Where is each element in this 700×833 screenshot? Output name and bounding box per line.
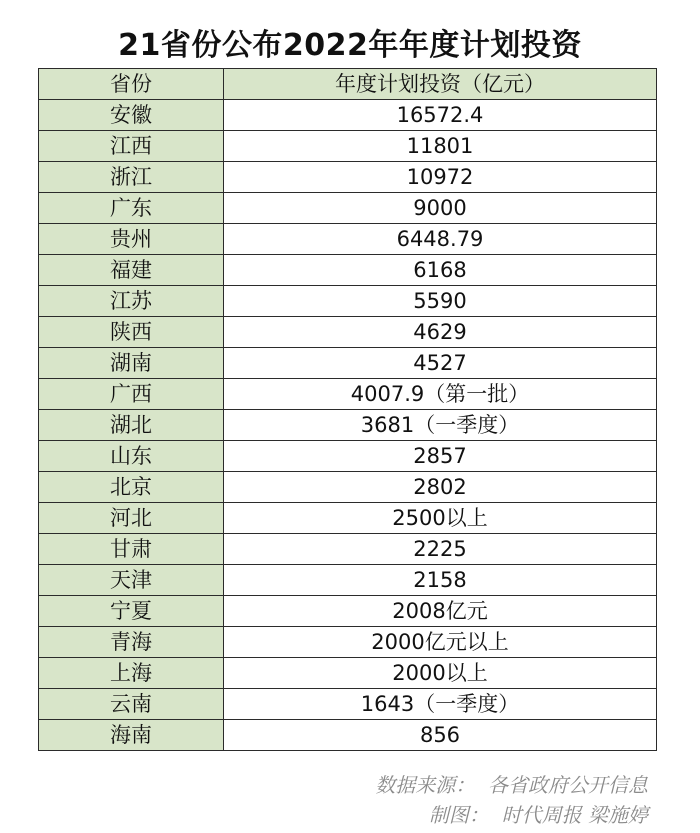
data-source-note: 数据来源： 各省政府公开信息: [375, 773, 648, 797]
header-province: 省份: [39, 69, 224, 100]
investment-cell: 2000以上: [224, 658, 657, 689]
table-row: [39, 224, 657, 255]
province-cell: 青海: [39, 627, 224, 658]
table-row: [39, 193, 657, 224]
investment-cell: 10972: [224, 162, 657, 193]
table-row: [39, 162, 657, 193]
table-row: [39, 131, 657, 162]
header-investment: 年度计划投资（亿元）: [224, 69, 657, 100]
table-row: [39, 503, 657, 534]
investment-cell: 6448.79: [224, 224, 657, 255]
investment-cell: 856: [224, 720, 657, 751]
province-cell: 海南: [39, 720, 224, 751]
province-cell: 湖北: [39, 410, 224, 441]
investment-cell: 4527: [224, 348, 657, 379]
province-cell: 云南: [39, 689, 224, 720]
table-row: [39, 286, 657, 317]
province-cell: 甘肃: [39, 534, 224, 565]
table-row: [39, 596, 657, 627]
province-cell: 河北: [39, 503, 224, 534]
page-title: 21省份公布2022年年度计划投资: [118, 28, 582, 63]
table-row: [39, 348, 657, 379]
province-cell: 山东: [39, 441, 224, 472]
province-cell: 陕西: [39, 317, 224, 348]
investment-cell: 4629: [224, 317, 657, 348]
investment-cell: 4007.9（第一批）: [224, 379, 657, 410]
investment-table: [38, 68, 657, 751]
table-row: [39, 658, 657, 689]
investment-cell: 1643（一季度）: [224, 689, 657, 720]
investment-cell: 3681（一季度）: [224, 410, 657, 441]
province-cell: 福建: [39, 255, 224, 286]
chart-credit-note: 制图： 时代周报 梁施婷: [428, 803, 648, 827]
province-cell: 广西: [39, 379, 224, 410]
table-row: [39, 410, 657, 441]
investment-cell: 11801: [224, 131, 657, 162]
province-cell: 上海: [39, 658, 224, 689]
province-cell: 浙江: [39, 162, 224, 193]
table-header-row: [39, 69, 657, 100]
investment-cell: 2857: [224, 441, 657, 472]
table-row: [39, 379, 657, 410]
province-cell: 江苏: [39, 286, 224, 317]
table-row: [39, 689, 657, 720]
table-row: [39, 534, 657, 565]
table-row: [39, 627, 657, 658]
province-cell: 北京: [39, 472, 224, 503]
province-cell: 贵州: [39, 224, 224, 255]
investment-cell: 2802: [224, 472, 657, 503]
investment-cell: 6168: [224, 255, 657, 286]
table-row: [39, 100, 657, 131]
table-row: [39, 472, 657, 503]
province-cell: 江西: [39, 131, 224, 162]
investment-cell: 2158: [224, 565, 657, 596]
investment-cell: 2000亿元以上: [224, 627, 657, 658]
investment-cell: 2008亿元: [224, 596, 657, 627]
province-cell: 安徽: [39, 100, 224, 131]
table-row: [39, 255, 657, 286]
table-row: [39, 565, 657, 596]
table-row: [39, 720, 657, 751]
province-cell: 湖南: [39, 348, 224, 379]
table-row: [39, 441, 657, 472]
investment-cell: 16572.4: [224, 100, 657, 131]
investment-cell: 2500以上: [224, 503, 657, 534]
investment-cell: 2225: [224, 534, 657, 565]
province-cell: 广东: [39, 193, 224, 224]
investment-cell: 5590: [224, 286, 657, 317]
investment-cell: 9000: [224, 193, 657, 224]
table-row: [39, 317, 657, 348]
province-cell: 宁夏: [39, 596, 224, 627]
province-cell: 天津: [39, 565, 224, 596]
